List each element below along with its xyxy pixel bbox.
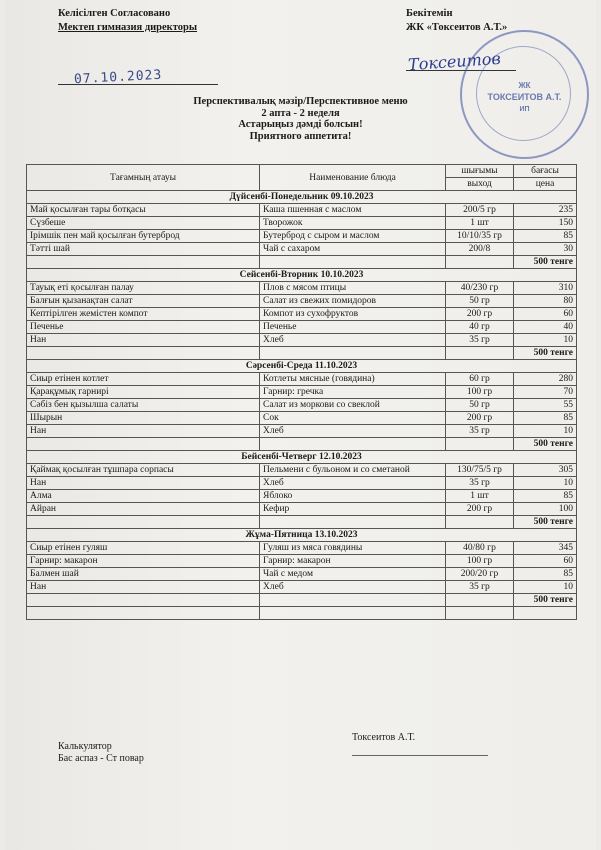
dish-yield: 35 гр	[446, 477, 514, 490]
table-row	[27, 373, 577, 386]
dish-yield: 35 гр	[446, 334, 514, 347]
table-row	[27, 230, 577, 243]
table-row	[27, 243, 577, 256]
dish-name-kz: Шырын	[27, 412, 260, 425]
col-header-yield-ru: выход	[446, 178, 514, 191]
table-header-row	[27, 165, 577, 178]
dish-name-ru: Салат из моркови со свеклой	[260, 399, 446, 412]
total-spacer	[27, 347, 260, 360]
day-header-row	[27, 269, 577, 282]
dish-yield: 100 гр	[446, 386, 514, 399]
day-total: 500 тенге	[514, 347, 577, 360]
dish-yield: 35 гр	[446, 581, 514, 594]
total-spacer	[260, 256, 446, 269]
total-spacer	[446, 438, 514, 451]
dish-name-kz: Қаймақ қосылған тұшпара сорпасы	[27, 464, 260, 477]
dish-name-ru: Кефир	[260, 503, 446, 516]
day-total-row	[27, 516, 577, 529]
total-spacer	[27, 438, 260, 451]
table-row	[27, 581, 577, 594]
dish-yield: 50 гр	[446, 295, 514, 308]
table-row	[27, 217, 577, 230]
empty-cell	[446, 607, 514, 620]
dish-name-kz: Гарнир: макарон	[27, 555, 260, 568]
dish-name-ru: Яблоко	[260, 490, 446, 503]
dish-name-kz: Сәбіз бен қызылша салаты	[27, 399, 260, 412]
dish-yield: 60 гр	[446, 373, 514, 386]
dish-yield: 1 шт	[446, 490, 514, 503]
dish-name-ru: Гуляш из мяса говядины	[260, 542, 446, 555]
total-spacer	[446, 516, 514, 529]
dish-name-kz: Нан	[27, 477, 260, 490]
dish-name-kz: Нан	[27, 581, 260, 594]
dish-price: 60	[514, 308, 577, 321]
table-row	[27, 321, 577, 334]
dish-name-ru: Каша пшенная с маслом	[260, 204, 446, 217]
day-total-row	[27, 256, 577, 269]
dish-price: 55	[514, 399, 577, 412]
dish-name-ru: Хлеб	[260, 581, 446, 594]
total-spacer	[260, 347, 446, 360]
dish-price: 40	[514, 321, 577, 334]
dish-yield: 1 шт	[446, 217, 514, 230]
day-header-row	[27, 451, 577, 464]
empty-cell	[260, 607, 446, 620]
dish-price: 10	[514, 477, 577, 490]
dish-name-kz: Нан	[27, 425, 260, 438]
footer-signature-line	[352, 755, 488, 756]
col-header-price-ru: цена	[514, 178, 577, 191]
menu-title-block	[0, 96, 601, 142]
table-row	[27, 477, 577, 490]
day-total-row	[27, 438, 577, 451]
menu-greeting-kz: Астарыңыз дәмді болсын!	[238, 119, 363, 130]
dish-name-ru: Гарнир: макарон	[260, 555, 446, 568]
dish-yield: 200 гр	[446, 308, 514, 321]
table-row	[27, 568, 577, 581]
dish-yield: 35 гр	[446, 425, 514, 438]
table-row	[27, 425, 577, 438]
day-total: 500 тенге	[514, 594, 577, 607]
stamp-line3: ИП	[519, 105, 530, 113]
dish-name-ru: Гарнир: гречка	[260, 386, 446, 399]
dish-price: 235	[514, 204, 577, 217]
day-total-row	[27, 347, 577, 360]
total-spacer	[27, 594, 260, 607]
table-row	[27, 334, 577, 347]
dish-price: 10	[514, 334, 577, 347]
day-total: 500 тенге	[514, 516, 577, 529]
total-spacer	[446, 347, 514, 360]
dish-price: 60	[514, 555, 577, 568]
dish-name-kz: Сиыр етінен гуляш	[27, 542, 260, 555]
dish-yield: 200 гр	[446, 503, 514, 516]
dish-name-kz: Нан	[27, 334, 260, 347]
day-header-row	[27, 191, 577, 204]
empty-cell	[514, 607, 577, 620]
table-row	[27, 464, 577, 477]
total-spacer	[446, 594, 514, 607]
dish-yield: 130/75/5 гр	[446, 464, 514, 477]
total-spacer	[260, 594, 446, 607]
col-header-yield-kz: шығымы	[446, 165, 514, 178]
day-total: 500 тенге	[514, 438, 577, 451]
total-spacer	[27, 256, 260, 269]
dish-name-kz: Балмен шай	[27, 568, 260, 581]
dish-name-kz: Кептірілген жемістен компот	[27, 308, 260, 321]
dish-yield: 40/80 гр	[446, 542, 514, 555]
total-spacer	[260, 516, 446, 529]
dish-name-ru: Печенье	[260, 321, 446, 334]
dish-name-kz: Тауық еті қосылған палау	[27, 282, 260, 295]
dish-name-ru: Пельмени с бульоном и со сметаной	[260, 464, 446, 477]
day-title: Дүйсенбі-Понедельник 09.10.2023	[27, 191, 577, 204]
dish-price: 85	[514, 568, 577, 581]
dish-name-ru: Хлеб	[260, 334, 446, 347]
menu-table	[26, 164, 577, 620]
dish-name-kz: Сиыр етінен котлет	[27, 373, 260, 386]
table-row	[27, 542, 577, 555]
table-row	[27, 282, 577, 295]
total-spacer	[446, 256, 514, 269]
menu-title: Перспективалық мәзір/Перспективное меню	[193, 96, 408, 107]
day-title: Сәрсенбі-Среда 11.10.2023	[27, 360, 577, 373]
menu-greeting-ru: Приятного аппетита!	[249, 130, 352, 142]
dish-yield: 10/10/35 гр	[446, 230, 514, 243]
table-row	[27, 295, 577, 308]
dish-name-ru: Чай с медом	[260, 568, 446, 581]
dish-yield: 200/8	[446, 243, 514, 256]
table-row	[27, 399, 577, 412]
dish-name-kz: Алма	[27, 490, 260, 503]
approval-left-line2: Мектеп гимназия директоры	[58, 22, 198, 33]
day-header-row	[27, 360, 577, 373]
menu-week: 2 апта - 2 неделя	[261, 107, 340, 119]
day-title: Жұма-Пятница 13.10.2023	[27, 529, 577, 542]
day-header-row	[27, 529, 577, 542]
dish-yield: 100 гр	[446, 555, 514, 568]
dish-name-ru: Котлеты мясные (говядина)	[260, 373, 446, 386]
day-total-row	[27, 594, 577, 607]
dish-name-ru: Бутерброд с сыром и маслом	[260, 230, 446, 243]
dish-price: 85	[514, 230, 577, 243]
dish-name-kz: Қарақұмық гарнирі	[27, 386, 260, 399]
footer-calculator: Калькулятор	[58, 741, 112, 752]
col-header-name-kz: Тағамның атауы	[27, 165, 260, 191]
dish-price: 100	[514, 503, 577, 516]
total-spacer	[27, 516, 260, 529]
dish-name-kz: Тәтті шай	[27, 243, 260, 256]
empty-cell	[27, 607, 260, 620]
dish-price: 10	[514, 425, 577, 438]
dish-name-ru: Плов с мясом птицы	[260, 282, 446, 295]
footer-chef: Бас аспаз - Ст повар	[58, 753, 144, 764]
dish-name-kz: Май қосылған тары ботқасы	[27, 204, 260, 217]
dish-price: 280	[514, 373, 577, 386]
dish-yield: 200/20 гр	[446, 568, 514, 581]
dish-name-kz: Сүзбеше	[27, 217, 260, 230]
dish-name-kz: Балғын қызанақтан салат	[27, 295, 260, 308]
footer-name: Токсеитов А.Т.	[352, 732, 416, 743]
approval-right-line1: Бекітемін	[406, 8, 453, 19]
dish-yield: 200/5 гр	[446, 204, 514, 217]
dish-name-ru: Творожок	[260, 217, 446, 230]
table-row	[27, 204, 577, 217]
dish-name-ru: Чай с сахаром	[260, 243, 446, 256]
table-row	[27, 555, 577, 568]
dish-price: 310	[514, 282, 577, 295]
dish-price: 150	[514, 217, 577, 230]
dish-name-ru: Хлеб	[260, 425, 446, 438]
stamp-line2: ТОКСЕИТОВ А.Т.	[487, 91, 562, 102]
dish-name-ru: Сок	[260, 412, 446, 425]
dish-name-kz: Печенье	[27, 321, 260, 334]
dish-yield: 200 гр	[446, 412, 514, 425]
dish-price: 80	[514, 295, 577, 308]
dish-price: 345	[514, 542, 577, 555]
day-title: Бейсенбі-Четверг 12.10.2023	[27, 451, 577, 464]
table-row	[27, 503, 577, 516]
dish-name-kz: Ірімшік пен май қосылған бутерброд	[27, 230, 260, 243]
total-spacer	[260, 438, 446, 451]
dish-name-ru: Салат из свежих помидоров	[260, 295, 446, 308]
handwritten-date: 07.10.2023	[73, 67, 163, 88]
dish-price: 30	[514, 243, 577, 256]
stamp-line1: ЖК	[518, 80, 531, 90]
dish-yield: 40 гр	[446, 321, 514, 334]
dish-price: 85	[514, 490, 577, 503]
dish-name-ru: Хлеб	[260, 477, 446, 490]
col-header-price-kz: бағасы	[514, 165, 577, 178]
day-title: Сейсенбі-Вторник 10.10.2023	[27, 269, 577, 282]
dish-price: 85	[514, 412, 577, 425]
dish-price: 10	[514, 581, 577, 594]
approval-right-line2: ЖК «Токсеитов А.Т.»	[406, 22, 508, 33]
empty-row	[27, 607, 577, 620]
handwritten-signature: Токсеитов	[407, 48, 502, 75]
day-total: 500 тенге	[514, 256, 577, 269]
dish-yield: 50 гр	[446, 399, 514, 412]
col-header-name-ru: Наименование блюда	[260, 165, 446, 191]
dish-name-ru: Компот из сухофруктов	[260, 308, 446, 321]
table-row	[27, 412, 577, 425]
dish-yield: 40/230 гр	[446, 282, 514, 295]
dish-name-kz: Айран	[27, 503, 260, 516]
dish-price: 305	[514, 464, 577, 477]
dish-price: 70	[514, 386, 577, 399]
table-row	[27, 308, 577, 321]
approval-left-line1: Келісілген Согласовано	[58, 8, 171, 19]
table-row	[27, 386, 577, 399]
table-row	[27, 490, 577, 503]
